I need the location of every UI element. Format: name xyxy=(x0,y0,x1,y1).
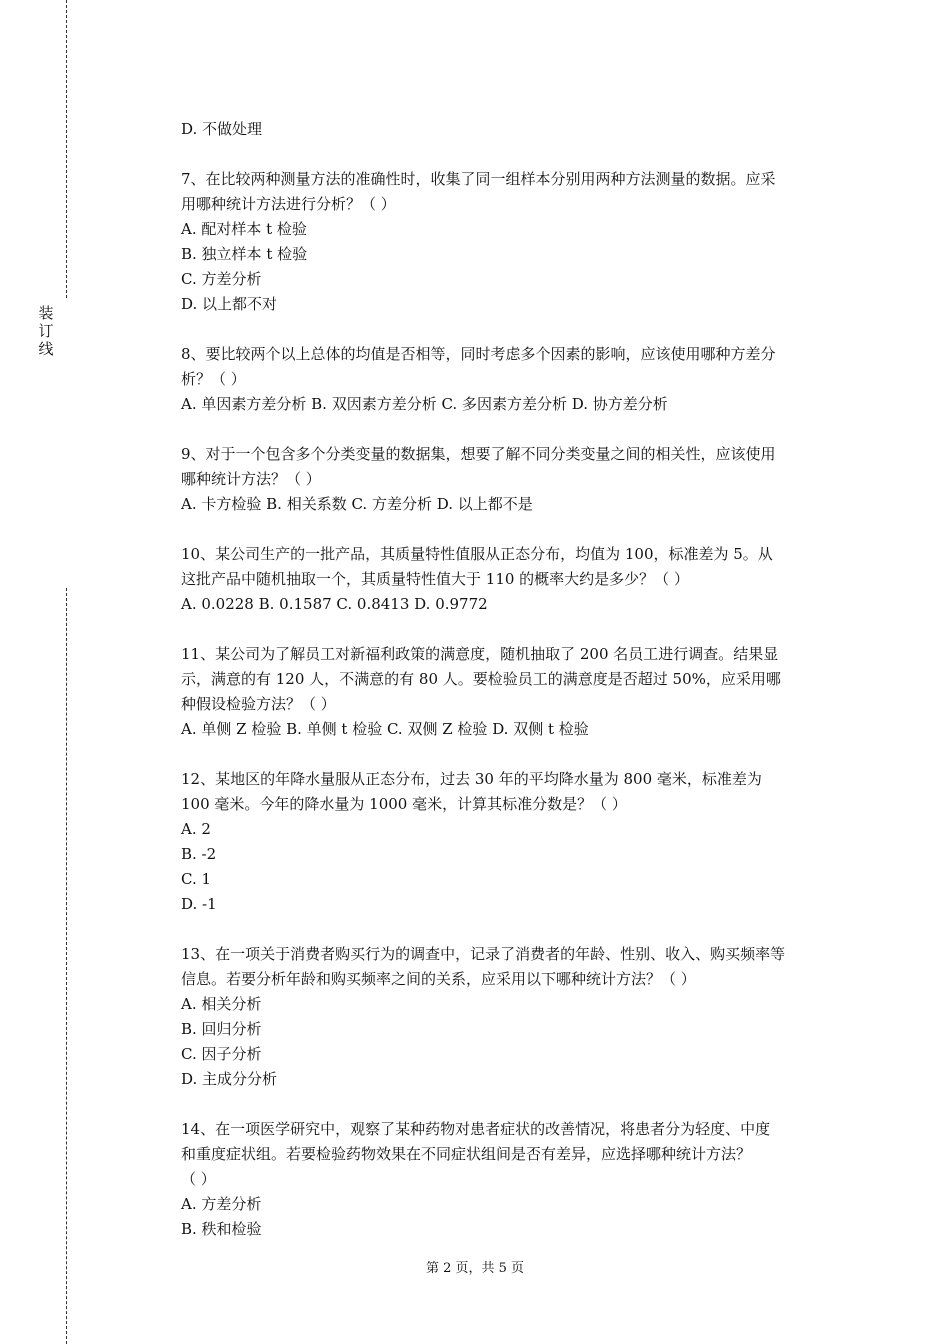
option-line: D. 不做处理 xyxy=(181,120,263,138)
question-stem-line: 8、要比较两个以上总体的均值是否相等，同时考虑多个因素的影响，应该使用哪种方差分 xyxy=(181,345,776,363)
binding-line-bottom xyxy=(66,588,67,1344)
option-line: B. 回归分析 xyxy=(181,1020,262,1038)
option-line: C. 方差分析 xyxy=(181,270,262,288)
question-stem-line: 和重度症状组。若要检验药物效果在不同症状组间是否有差异，应选择哪种统计方法？ xyxy=(181,1145,752,1163)
option-line: A. 方差分析 xyxy=(181,1195,262,1213)
option-line: D. 主成分分析 xyxy=(181,1070,278,1088)
option-line: D. 以上都不对 xyxy=(181,295,278,313)
question-stem-line: 14、在一项医学研究中，观察了某种药物对患者症状的改善情况，将患者分为轻度、中度 xyxy=(181,1120,771,1138)
question-stem-line: 11、某公司为了解员工对新福利政策的满意度，随机抽取了 200 名员工进行调查。结果显 xyxy=(181,645,779,663)
question-stem-line: 哪种统计方法？（ ） xyxy=(181,470,321,488)
question-stem-line: 9、对于一个包含多个分类变量的数据集，想要了解不同分类变量之间的相关性，应该使用 xyxy=(181,445,776,463)
binding-line-top xyxy=(66,0,67,298)
option-line: C. 1 xyxy=(181,870,212,888)
option-line: D. -1 xyxy=(181,895,217,913)
question-stem-line: 信息。若要分析年龄和购买频率之间的关系，应采用以下哪种统计方法？（ ） xyxy=(181,970,696,988)
binding-label xyxy=(36,304,56,358)
question-gap xyxy=(181,142,841,167)
question-stem-line: 13、在一项关于消费者购买行为的调查中，记录了消费者的年龄、性别、收入、购买频率等 xyxy=(181,945,786,963)
question-stem-line: 100 毫米。今年的降水量为 1000 毫米，计算其标准分数是？（ ） xyxy=(181,795,627,813)
option-line: B. -2 xyxy=(181,845,217,863)
option-line: A. 单侧 Z 检验 B. 单侧 t 检验 C. 双侧 Z 检验 D. 双侧 t 检验 xyxy=(181,720,589,738)
binding-label-char: 订 xyxy=(38,322,54,340)
binding-label-char: 装 xyxy=(38,304,54,322)
question-stem-line: 10、某公司生产的一批产品，其质量特性值服从正态分布，均值为 100，标准差为 5。从 xyxy=(181,545,773,563)
option-line: C. 因子分析 xyxy=(181,1045,262,1063)
question-stem-line: 用哪种统计方法进行分析？（ ） xyxy=(181,195,396,213)
question-stem-line: 这批产品中随机抽取一个，其质量特性值大于 110 的概率大约是多少？（ ） xyxy=(181,570,689,588)
question-gap xyxy=(181,917,841,942)
question-list xyxy=(181,117,841,1242)
question-stem-line: 示，满意的有 120 人，不满意的有 80 人。要检验员工的满意度是否超过 50%，应采用哪 xyxy=(181,670,781,688)
option-line: A. 配对样本 t 检验 xyxy=(181,220,307,238)
question-stem-line: 12、某地区的年降水量服从正态分布，过去 30 年的平均降水量为 800 毫米，标准差为 xyxy=(181,770,762,788)
question-stem-line: 种假设检验方法？（ ） xyxy=(181,695,336,713)
page-footer: 第 2 页，共 5 页 xyxy=(425,1261,525,1276)
option-line: A. 2 xyxy=(181,820,211,838)
question-gap xyxy=(181,742,841,767)
question-gap xyxy=(181,517,841,542)
option-line: A. 相关分析 xyxy=(181,995,262,1013)
option-line: B. 独立样本 t 检验 xyxy=(181,245,308,263)
question-gap xyxy=(181,617,841,642)
question-stem-line: 7、在比较两种测量方法的准确性时，收集了同一组样本分别用两种方法测量的数据。应采 xyxy=(181,170,776,188)
question-gap xyxy=(181,317,841,342)
question-stem-line: 析？（ ） xyxy=(181,370,246,388)
option-line: A. 单因素方差分析 B. 双因素方差分析 C. 多因素方差分析 D. 协方差分析 xyxy=(181,395,668,413)
option-line: A. 0.0228 B. 0.1587 C. 0.8413 D. 0.9772 xyxy=(181,595,488,613)
question-gap xyxy=(181,1092,841,1117)
question-stem-line: （ ） xyxy=(181,1170,216,1188)
question-gap xyxy=(181,417,841,442)
option-line: A. 卡方检验 B. 相关系数 C. 方差分析 D. 以上都不是 xyxy=(181,495,533,513)
binding-label-char: 线 xyxy=(38,340,54,358)
option-line: B. 秩和检验 xyxy=(181,1220,262,1238)
